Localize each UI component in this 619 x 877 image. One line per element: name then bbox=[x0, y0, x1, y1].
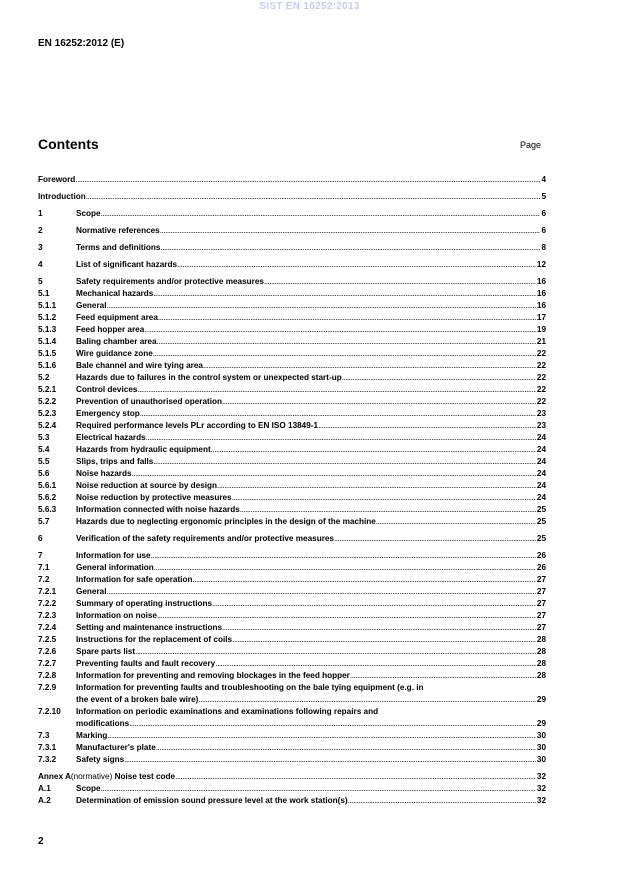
toc-entry-page: 27 bbox=[536, 587, 546, 596]
toc-entry-page: 24 bbox=[536, 445, 546, 454]
toc-entry[interactable] bbox=[38, 659, 546, 671]
toc-entry[interactable] bbox=[38, 445, 546, 457]
toc-entry-page: 32 bbox=[536, 784, 546, 793]
toc-entry-page: 12 bbox=[536, 260, 546, 269]
toc-leader-dots bbox=[75, 175, 540, 184]
toc-entry-number: 2 bbox=[38, 226, 43, 235]
toc-entry-title: General information bbox=[76, 563, 154, 572]
toc-entry-title: Slips, trips and falls bbox=[76, 457, 154, 466]
toc-entry-page: 23 bbox=[536, 421, 546, 430]
toc-entry-number: 3 bbox=[38, 243, 43, 252]
toc-leader-dots bbox=[198, 695, 536, 704]
toc-entry-title: Baling chamber area bbox=[76, 337, 157, 346]
toc-leader-dots bbox=[222, 623, 536, 632]
toc-entry-number: 5.1.6 bbox=[38, 361, 57, 370]
toc-entry-number: 5.2.2 bbox=[38, 397, 57, 406]
toc-entry-number: 7.1 bbox=[38, 563, 50, 572]
toc-entry-number: 7.3.1 bbox=[38, 743, 57, 752]
toc-entry-page: 27 bbox=[536, 599, 546, 608]
toc-entry-page: 28 bbox=[536, 647, 546, 656]
toc-entry[interactable] bbox=[38, 397, 546, 409]
toc-entry-number: 7.2.6 bbox=[38, 647, 57, 656]
toc-entry[interactable] bbox=[38, 481, 546, 493]
toc-entry[interactable] bbox=[38, 325, 546, 337]
toc-entry-title: Mechanical hazards bbox=[76, 289, 154, 298]
toc-entry-page: 25 bbox=[536, 534, 546, 543]
toc-entry-page: 29 bbox=[536, 719, 546, 728]
toc-entry-title: Feed hopper area bbox=[76, 325, 145, 334]
toc-entry-page: 28 bbox=[536, 635, 546, 644]
toc-entry-number: 7.2.1 bbox=[38, 587, 57, 596]
toc-entry[interactable] bbox=[38, 226, 546, 238]
toc-entry[interactable] bbox=[38, 635, 546, 647]
toc-entry-page: 32 bbox=[536, 796, 546, 805]
toc-entry-number: 5.1.3 bbox=[38, 325, 57, 334]
toc-entry-title: General bbox=[76, 587, 107, 596]
toc-entry[interactable] bbox=[38, 409, 546, 421]
toc-leader-dots bbox=[151, 551, 536, 560]
toc-leader-dots bbox=[154, 563, 536, 572]
toc-entry-title: Hazards due to failures in the control system or unexpected start-up bbox=[76, 373, 342, 382]
toc-entry-page: 27 bbox=[536, 623, 546, 632]
toc-entry[interactable] bbox=[38, 505, 546, 517]
toc-leader-dots bbox=[350, 671, 536, 680]
toc-entry-number: 4 bbox=[38, 260, 43, 269]
toc-entry[interactable] bbox=[38, 433, 546, 445]
toc-entry[interactable] bbox=[38, 313, 546, 325]
toc-leader-dots bbox=[232, 635, 536, 644]
toc-entry[interactable] bbox=[38, 575, 546, 587]
toc-entry[interactable] bbox=[38, 599, 546, 611]
toc-entry-number: 7.2.9 bbox=[38, 683, 57, 692]
toc-entry-title: the event of a broken bale wire) bbox=[76, 695, 199, 704]
toc-entry-page: 6 bbox=[541, 209, 546, 218]
toc-leader-dots bbox=[132, 469, 536, 478]
toc-entry-number: 5.2.4 bbox=[38, 421, 57, 430]
annex-note: (normative) bbox=[70, 772, 115, 781]
toc-entry-title: Preventing faults and fault recovery bbox=[76, 659, 216, 668]
toc-entry-number: 7.2.5 bbox=[38, 635, 57, 644]
toc-entry-title: Spare parts list bbox=[76, 647, 136, 656]
toc-entry[interactable] bbox=[38, 175, 546, 187]
toc-entry[interactable] bbox=[38, 534, 546, 546]
toc-entry-title: Electrical hazards bbox=[76, 433, 146, 442]
toc-entry[interactable] bbox=[38, 695, 546, 707]
toc-entry[interactable] bbox=[38, 755, 546, 767]
page-number: 2 bbox=[38, 836, 44, 847]
toc-leader-dots bbox=[222, 397, 536, 406]
toc-entry-page: 25 bbox=[536, 505, 546, 514]
toc-entry-page: 24 bbox=[536, 493, 546, 502]
toc-entry-title: Scope bbox=[76, 784, 101, 793]
toc-entry-title: Prevention of unauthorised operation bbox=[76, 397, 223, 406]
toc-entry-number: 7.2.8 bbox=[38, 671, 57, 680]
toc-entry-number: 5.6.3 bbox=[38, 505, 57, 514]
toc-entry[interactable] bbox=[38, 683, 546, 695]
toc-entry-number: 7.3 bbox=[38, 731, 50, 740]
toc-entry-title: Noise hazards bbox=[76, 469, 132, 478]
toc-leader-dots bbox=[342, 373, 536, 382]
toc-entry-number: 5.2.1 bbox=[38, 385, 57, 394]
toc-entry-number: 6 bbox=[38, 534, 43, 543]
toc-leader-dots bbox=[215, 659, 536, 668]
toc-entry-page: 24 bbox=[536, 433, 546, 442]
toc-leader-dots bbox=[175, 772, 536, 781]
toc-leader-dots bbox=[86, 192, 541, 201]
toc-entry[interactable] bbox=[38, 209, 546, 221]
toc-entry[interactable] bbox=[38, 469, 546, 481]
toc-leader-dots bbox=[107, 587, 536, 596]
toc-entry-page: 24 bbox=[536, 469, 546, 478]
toc-entry[interactable] bbox=[38, 385, 546, 397]
toc-entry-title: Marking bbox=[76, 731, 108, 740]
toc-entry[interactable] bbox=[38, 349, 546, 361]
toc-leader-dots bbox=[124, 755, 536, 764]
toc-entry[interactable] bbox=[38, 647, 546, 659]
toc-leader-dots bbox=[203, 361, 536, 370]
toc-entry-number: 7.2.2 bbox=[38, 599, 57, 608]
toc-entry-title: Bale channel and wire tying area bbox=[76, 361, 203, 370]
toc-leader-dots bbox=[318, 421, 536, 430]
toc-entry-number: 5.3 bbox=[38, 433, 50, 442]
toc-entry-number: 5.1 bbox=[38, 289, 50, 298]
toc-entry-number: 5.2 bbox=[38, 373, 50, 382]
toc-entry-page: 16 bbox=[536, 277, 546, 286]
toc-leader-dots bbox=[264, 277, 536, 286]
toc-entry-page: 8 bbox=[541, 243, 546, 252]
toc-entry-number: Foreword bbox=[38, 175, 76, 184]
toc-leader-dots bbox=[107, 301, 536, 310]
toc-entry-title: Manufacturer's plate bbox=[76, 743, 156, 752]
toc-entry-title: Terms and definitions bbox=[76, 243, 161, 252]
toc-entry-title: Hazards due to neglecting ergonomic principles in the design of the machine bbox=[76, 517, 376, 526]
toc-entry-title: Hazards from hydraulic equipment bbox=[76, 445, 211, 454]
toc-leader-dots bbox=[376, 517, 536, 526]
toc-entry-number: 5.5 bbox=[38, 457, 50, 466]
toc-entry-number: A.1 bbox=[38, 784, 51, 793]
toc-entry-number: 7.2.7 bbox=[38, 659, 57, 668]
toc-entry-title: Determination of emission sound pressure level at the work station(s) bbox=[76, 796, 348, 805]
toc-entry-page: 21 bbox=[536, 337, 546, 346]
toc-entry-page: 16 bbox=[536, 301, 546, 310]
toc-entry-title: Normative references bbox=[76, 226, 160, 235]
toc-entry[interactable] bbox=[38, 796, 546, 808]
toc-entry[interactable] bbox=[38, 743, 546, 755]
toc-entry-number: 7.3.2 bbox=[38, 755, 57, 764]
toc-entry-number: 5.1.1 bbox=[38, 301, 57, 310]
toc-entry-number: A.2 bbox=[38, 796, 51, 805]
toc-entry-page: 28 bbox=[536, 671, 546, 680]
toc-entry[interactable] bbox=[38, 421, 546, 433]
toc-entry-number: Annex A bbox=[38, 772, 71, 781]
toc-entry-title: Information for preventing faults and troubleshooting on the bale tying equipment (e.g. in bbox=[76, 683, 424, 692]
toc-entry-page: 17 bbox=[536, 313, 546, 322]
toc-entry-number: 5.1.4 bbox=[38, 337, 57, 346]
toc-leader-dots bbox=[157, 611, 536, 620]
toc-entry-title: Required performance levels PLr according to EN ISO 13849-1 bbox=[76, 421, 319, 430]
toc-entry-page: 27 bbox=[536, 611, 546, 620]
toc-entry[interactable] bbox=[38, 192, 546, 204]
toc-entry-number: 5 bbox=[38, 277, 43, 286]
toc-entry-number: 7.2 bbox=[38, 575, 50, 584]
toc-entry-title: Emergency stop bbox=[76, 409, 140, 418]
toc-entry-title: Safety requirements and/or protective measures bbox=[76, 277, 264, 286]
toc-entry-title: Information for preventing and removing blockages in the feed hopper bbox=[76, 671, 350, 680]
toc-entry-page: 5 bbox=[541, 192, 546, 201]
toc-entry-title: Noise reduction by protective measures bbox=[76, 493, 232, 502]
toc-leader-dots bbox=[137, 385, 535, 394]
toc-leader-dots bbox=[177, 260, 536, 269]
toc-entry-page: 28 bbox=[536, 659, 546, 668]
toc-entry-page: 26 bbox=[536, 563, 546, 572]
toc-entry-title: Summary of operating instructions bbox=[76, 599, 213, 608]
toc-entry[interactable] bbox=[38, 493, 546, 505]
toc-entry[interactable] bbox=[38, 611, 546, 623]
toc-leader-dots bbox=[144, 325, 536, 334]
toc-leader-dots bbox=[217, 481, 536, 490]
toc-entry-page: 22 bbox=[536, 361, 546, 370]
toc-leader-dots bbox=[212, 599, 536, 608]
toc-entry-title: Wire guidance zone bbox=[76, 349, 153, 358]
document-id: EN 16252:2012 (E) bbox=[38, 38, 125, 49]
toc-entry[interactable] bbox=[38, 731, 546, 743]
toc-leader-dots bbox=[107, 731, 535, 740]
page-column-label: Page bbox=[520, 140, 542, 150]
toc-entry-page: 25 bbox=[536, 517, 546, 526]
toc-entry-title: Instructions for the replacement of coils bbox=[76, 635, 233, 644]
toc-entry[interactable] bbox=[38, 337, 546, 349]
toc-entry-page: 23 bbox=[536, 409, 546, 418]
toc-leader-dots bbox=[101, 784, 536, 793]
toc-entry-number: 7 bbox=[38, 551, 43, 560]
toc-entry-number: 5.6.2 bbox=[38, 493, 57, 502]
toc-entry-title: General bbox=[76, 301, 107, 310]
toc-entry-number: 5.6.1 bbox=[38, 481, 57, 490]
table-of-contents bbox=[38, 175, 546, 808]
toc-leader-dots bbox=[157, 337, 536, 346]
toc-leader-dots bbox=[232, 493, 536, 502]
toc-leader-dots bbox=[101, 209, 541, 218]
toc-entry-title: Verification of the safety requirements and/or protective measures bbox=[76, 534, 334, 543]
toc-leader-dots bbox=[146, 433, 536, 442]
toc-entry-number: 5.7 bbox=[38, 517, 50, 526]
toc-leader-dots bbox=[240, 505, 536, 514]
toc-leader-dots bbox=[211, 445, 536, 454]
toc-entry-number: 5.6 bbox=[38, 469, 50, 478]
toc-leader-dots bbox=[158, 313, 536, 322]
toc-entry-page: 22 bbox=[536, 373, 546, 382]
toc-entry-number: 7.2.3 bbox=[38, 611, 57, 620]
toc-entry-title: Feed equipment area bbox=[76, 313, 158, 322]
toc-leader-dots bbox=[140, 409, 536, 418]
toc-entry-title: Control devices bbox=[76, 385, 138, 394]
toc-leader-dots bbox=[192, 575, 535, 584]
toc-leader-dots bbox=[334, 534, 536, 543]
toc-entry-page: 30 bbox=[536, 755, 546, 764]
toc-leader-dots bbox=[153, 289, 536, 298]
toc-leader-dots bbox=[348, 796, 536, 805]
toc-entry-number: 5.1.5 bbox=[38, 349, 57, 358]
toc-entry[interactable] bbox=[38, 277, 546, 289]
toc-entry-page: 30 bbox=[536, 743, 546, 752]
toc-entry[interactable] bbox=[38, 289, 546, 301]
toc-entry-title: Information connected with noise hazards bbox=[76, 505, 240, 514]
toc-entry[interactable] bbox=[38, 707, 546, 719]
toc-leader-dots bbox=[129, 719, 536, 728]
watermark: SIST EN 16252:2013 bbox=[259, 1, 360, 12]
toc-entry-page: 24 bbox=[536, 457, 546, 466]
toc-entry-title: Setting and maintenance instructions bbox=[76, 623, 223, 632]
toc-entry-title: List of significant hazards bbox=[76, 260, 177, 269]
toc-entry-number: 5.1.2 bbox=[38, 313, 57, 322]
toc-entry[interactable] bbox=[38, 772, 546, 784]
toc-entry-page: 24 bbox=[536, 481, 546, 490]
toc-entry-page: 22 bbox=[536, 385, 546, 394]
toc-entry-title: Safety signs bbox=[76, 755, 125, 764]
toc-entry[interactable] bbox=[38, 517, 546, 529]
toc-entry[interactable] bbox=[38, 623, 546, 635]
toc-entry-number: 7.2.10 bbox=[38, 707, 61, 716]
toc-entry-page: 19 bbox=[536, 325, 546, 334]
toc-entry-title: Information for safe operation bbox=[76, 575, 193, 584]
toc-leader-dots bbox=[135, 647, 536, 656]
toc-entry-title: (normative) Noise test code bbox=[70, 772, 176, 781]
toc-leader-dots bbox=[153, 349, 536, 358]
toc-entry-page: 16 bbox=[536, 289, 546, 298]
toc-entry-title: Information on periodic examinations and examinations following repairs and bbox=[76, 707, 379, 716]
toc-entry-title: Information for use bbox=[76, 551, 151, 560]
toc-entry-page: 32 bbox=[536, 772, 546, 781]
toc-entry[interactable] bbox=[38, 551, 546, 563]
toc-entry-number: 1 bbox=[38, 209, 43, 218]
toc-entry[interactable] bbox=[38, 457, 546, 469]
toc-entry-page: 26 bbox=[536, 551, 546, 560]
toc-entry-page: 29 bbox=[536, 695, 546, 704]
toc-entry[interactable] bbox=[38, 260, 546, 272]
toc-entry-page: 6 bbox=[541, 226, 546, 235]
toc-entry[interactable] bbox=[38, 719, 546, 731]
toc-entry[interactable] bbox=[38, 301, 546, 313]
toc-entry-title: modifications bbox=[76, 719, 130, 728]
toc-entry-title: Noise reduction at source by design bbox=[76, 481, 218, 490]
toc-leader-dots bbox=[156, 743, 536, 752]
toc-entry-number: 5.2.3 bbox=[38, 409, 57, 418]
toc-entry[interactable] bbox=[38, 243, 546, 255]
toc-entry-number: 5.4 bbox=[38, 445, 50, 454]
toc-entry-page: 22 bbox=[536, 349, 546, 358]
toc-entry-page: 4 bbox=[541, 175, 546, 184]
toc-entry-number: 7.2.4 bbox=[38, 623, 57, 632]
toc-entry-number: Introduction bbox=[38, 192, 86, 201]
toc-entry[interactable] bbox=[38, 587, 546, 599]
toc-leader-dots bbox=[160, 243, 540, 252]
toc-entry[interactable] bbox=[38, 373, 546, 385]
toc-leader-dots bbox=[153, 457, 536, 466]
toc-entry-title: Scope bbox=[76, 209, 101, 218]
toc-entry[interactable] bbox=[38, 784, 546, 796]
toc-entry[interactable] bbox=[38, 563, 546, 575]
contents-title: Contents bbox=[38, 136, 99, 152]
toc-leader-dots bbox=[160, 226, 541, 235]
toc-entry-page: 30 bbox=[536, 731, 546, 740]
toc-entry-page: 27 bbox=[536, 575, 546, 584]
toc-entry-title: Information on noise bbox=[76, 611, 157, 620]
toc-entry[interactable] bbox=[38, 361, 546, 373]
toc-entry-page: 22 bbox=[536, 397, 546, 406]
toc-entry[interactable] bbox=[38, 671, 546, 683]
